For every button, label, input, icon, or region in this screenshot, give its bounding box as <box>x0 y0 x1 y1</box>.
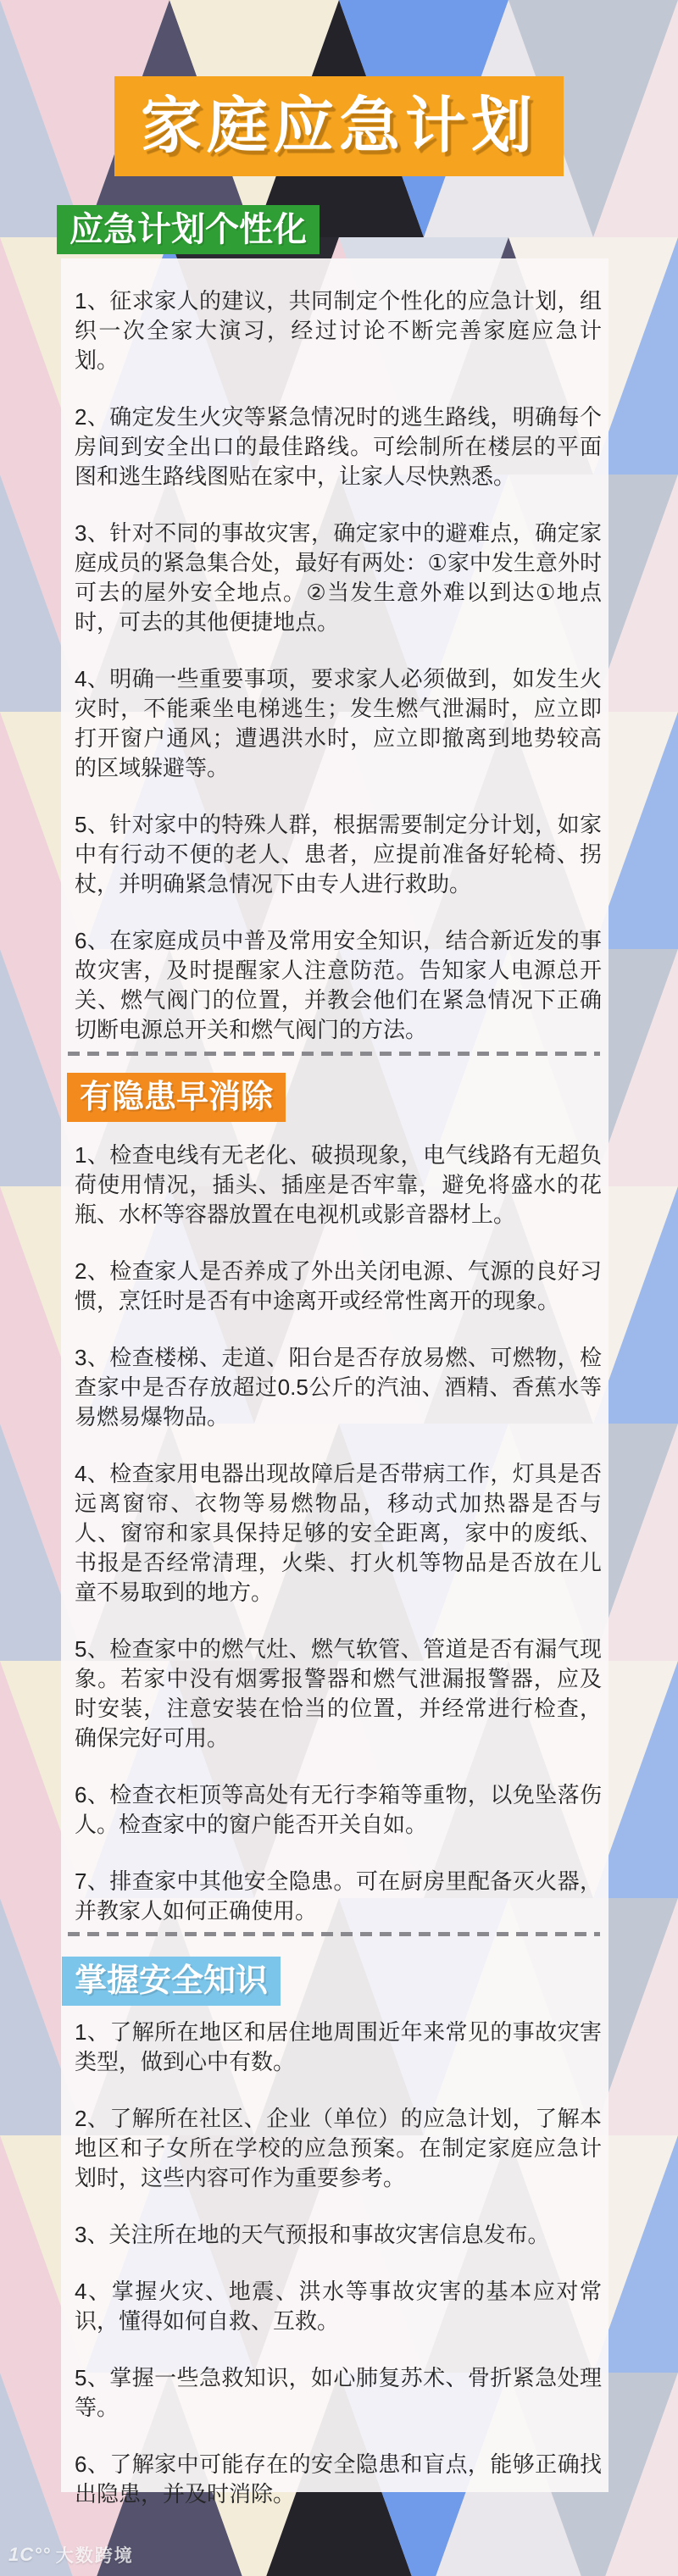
section-item: 3、关注所在地的天气预报和事故灾害信息发布。 <box>75 2222 550 2247</box>
section-heading-remove-hazards: 有隐患早消除 <box>67 1073 286 1122</box>
dashed-divider <box>68 1932 600 1936</box>
section-item: 5、针对家中的特殊人群，根据需要制定分计划，如家中有行动不便的老人、患者，应提前准备好轮椅、拐杖，并明确紧急情况下由专人进行救助。 <box>75 812 602 897</box>
watermark-logo-icon: 1C°° <box>8 2544 51 2565</box>
section-1-items <box>75 286 602 1072</box>
section-item: 2、确定发生火灾等紧急情况时的逃生路线，明确每个房间到安全出口的最佳路线。可绘制所在楼层的平面图和逃生路线图贴在家中，让家人尽快熟悉。 <box>75 404 602 489</box>
section-item: 1、了解所在地区和居住地周围近年来常见的事故灾害类型，做到心中有数。 <box>75 2019 602 2074</box>
dashed-divider <box>68 1052 600 1056</box>
section-item: 3、检查楼梯、走道、阳台是否存放易燃、可燃物，检查家中是否存放超过0.5公斤的汽油、酒精、香蕉水等易燃易爆物品。 <box>75 1345 602 1430</box>
section-item: 4、明确一些重要事项，要求家人必须做到，如发生火灾时，不能乘坐电梯逃生；发生燃气泄漏时，应立即打开窗户通风；遭遇洪水时，应立即撤离到地势较高的区域躲避等。 <box>75 666 602 780</box>
section-item: 4、检查家用电器出现故障后是否带病工作，灯具是否远离窗帘、衣物等易燃物品，移动式加热器是否与人、窗帘和家具保持足够的安全距离，家中的废纸、书报是否经常清理，火柴、打火机等物品是否放在儿童不易取到的地方。 <box>75 1461 602 1605</box>
title-banner <box>114 76 564 176</box>
section-item: 5、掌握一些急救知识，如心肺复苏术、骨折紧急处理等。 <box>75 2365 602 2420</box>
section-item: 7、排查家中其他安全隐患。可在厨房里配备灭火器，并教家人如何正确使用。 <box>75 1868 602 1924</box>
content-panel <box>61 258 609 2507</box>
section-3-items <box>75 2018 602 2536</box>
section-heading-safety-knowledge: 掌握安全知识 <box>62 1957 281 2006</box>
section-item: 6、检查衣柜顶等高处有无行李箱等重物，以免坠落伤人。检查家中的窗户能否开关自如。 <box>75 1782 602 1837</box>
section-item: 1、检查电线有无老化、破损现象，电气线路有无超负荷使用情况，插头、插座是否牢靠，避免将盛水的花瓶、水杯等容器放置在电视机或影音器材上。 <box>75 1142 602 1227</box>
page-title: 家庭应急计划 <box>140 92 537 160</box>
section-heading-personalized-plan: 应急计划个性化 <box>57 205 320 254</box>
section-item: 2、了解所在社区、企业（单位）的应急计划，了解本地区和子女所在学校的应急预案。在制定家庭应急计划时，这些内容可作为重要参考。 <box>75 2106 602 2190</box>
section-item: 3、针对不同的事故灾害，确定家中的避难点，确定家庭成员的紧急集合处，最好有两处：①家中发生意外时可去的屋外安全地点。②当发生意外难以到达①地点时，可去的其他便捷地点。 <box>75 520 602 635</box>
watermark-label: 大数跨境 <box>55 2546 134 2566</box>
section-item: 6、在家庭成员中普及常用安全知识，结合新近发的事故灾害，及时提醒家人注意防范。告知家人电源总开关、燃气阀门的位置，并教会他们在紧急情况下正确切断电源总开关和燃气阀门的方法。 <box>75 928 602 1042</box>
section-2-items <box>75 1141 602 1953</box>
section-item: 6、了解家中可能存在的安全隐患和盲点，能够正确找出隐患，并及时消除。 <box>75 2451 602 2507</box>
section-item: 5、检查家中的燃气灶、燃气软管、管道是否有漏气现象。若家中没有烟雾报警器和燃气泄漏报警器，应及时安装，注意安装在恰当的位置，并经常进行检查，确保完好可用。 <box>75 1636 602 1751</box>
section-item: 2、检查家人是否养成了外出关闭电源、气源的良好习惯，烹饪时是否有中途离开或经常性离开的现象。 <box>75 1258 602 1313</box>
section-item: 1、征求家人的建议，共同制定个性化的应急计划，组织一次全家大演习，经过讨论不断完善家庭应急计划。 <box>75 288 602 373</box>
section-item: 4、掌握火灾、地震、洪水等事故灾害的基本应对常识，懂得如何自救、互救。 <box>75 2279 602 2334</box>
watermark <box>8 2542 134 2568</box>
